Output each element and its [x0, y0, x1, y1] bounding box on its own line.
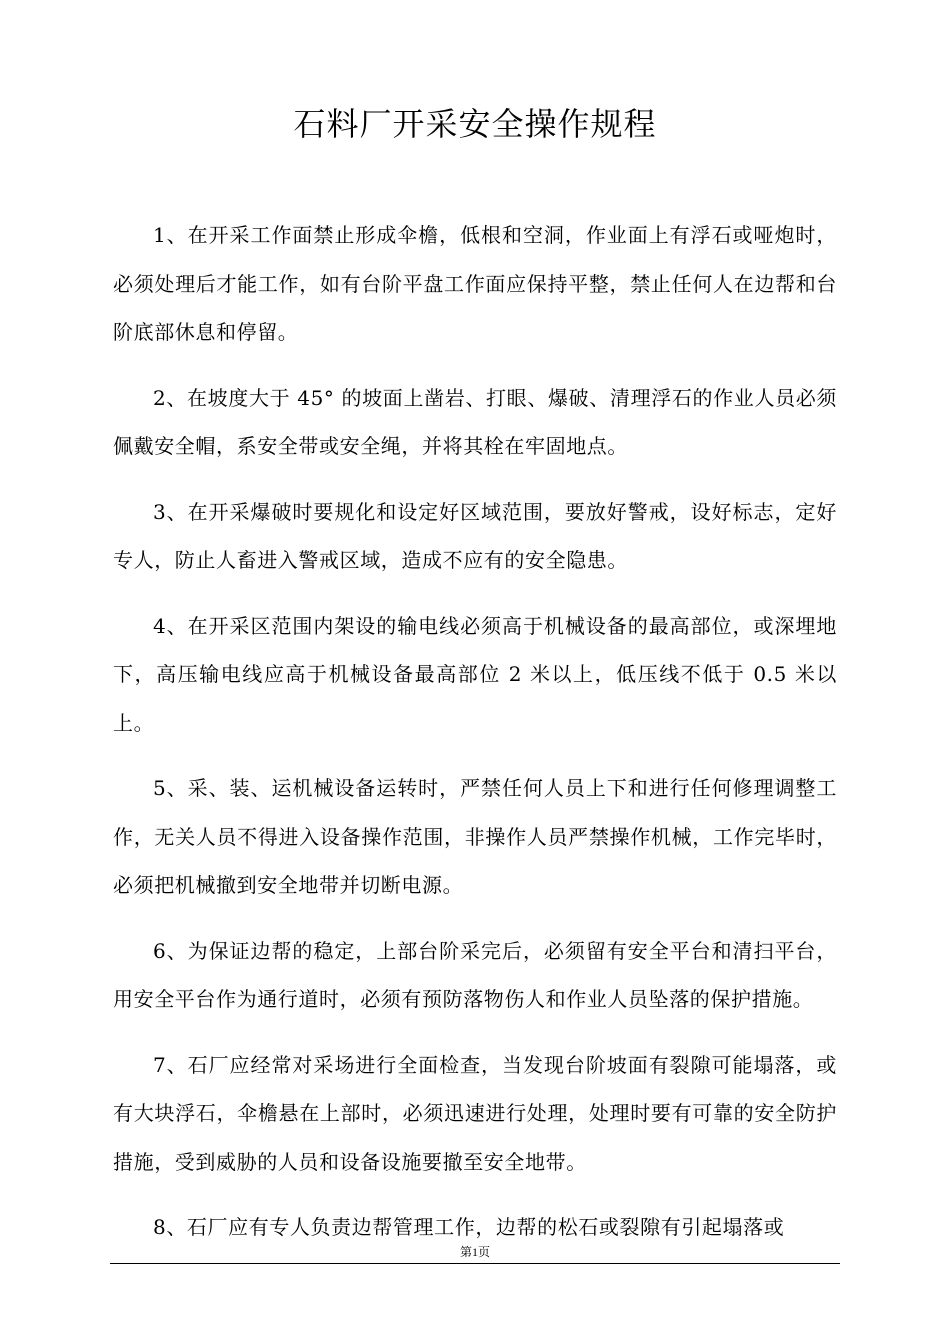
document-body — [113, 211, 837, 1269]
paragraph-1: 1、在开采工作面禁止形成伞檐，低根和空洞，作业面上有浮石或哑炮时，必须处理后才能工作，如有台阶平盘工作面应保持平整，禁止任何人在边帮和台阶底部休息和停留。 — [113, 223, 837, 344]
paragraph-5: 5、采、装、运机械设备运转时，严禁任何人员上下和进行任何修理调整工作，无关人员不得进入设备操作范围，非操作人员严禁操作机械，工作完毕时，必须把机械撤到安全地带并切断电源。 — [113, 776, 837, 897]
paragraph-7: 7、石厂应经常对采场进行全面检查，当发现台阶坡面有裂隙可能塌落，或有大块浮石，伞檐悬在上部时，必须迅速进行处理，处理时要有可靠的安全防护措施，受到威胁的人员和设备设施要撤至安全地带。 — [113, 1052, 837, 1174]
page-title: 石料厂开采安全操作规程 — [293, 105, 657, 143]
paragraph-8: 8、石厂应有专人负责边帮管理工作，边帮的松石或裂隙有引起塌落或 — [153, 1215, 785, 1239]
paragraph-4: 4、在开采区范围内架设的输电线必须高于机械设备的最高部位，或深埋地下，高压输电线应高于机械设备最高部位 2 米以上，低压线不低于 0.5 米以上。 — [113, 613, 837, 735]
paragraph-2: 2、在坡度大于 45° 的坡面上凿岩、打眼、爆破、清理浮石的作业人员必须佩戴安全帽，系安全带或安全绳，并将其栓在牢固地点。 — [113, 385, 837, 458]
page-number: 第1页 — [459, 1245, 490, 1259]
footer-divider — [110, 1263, 840, 1264]
paragraph-6: 6、为保证边帮的稳定，上部台阶采完后，必须留有安全平台和清扫平台，用安全平台作为通行道时，必须有预防落物伤人和作业人员坠落的保护措施。 — [113, 938, 837, 1011]
paragraph-3: 3、在开采爆破时要规化和设定好区域范围，要放好警戒，设好标志，定好专人，防止人畜进入警戒区域，造成不应有的安全隐患。 — [113, 499, 837, 572]
